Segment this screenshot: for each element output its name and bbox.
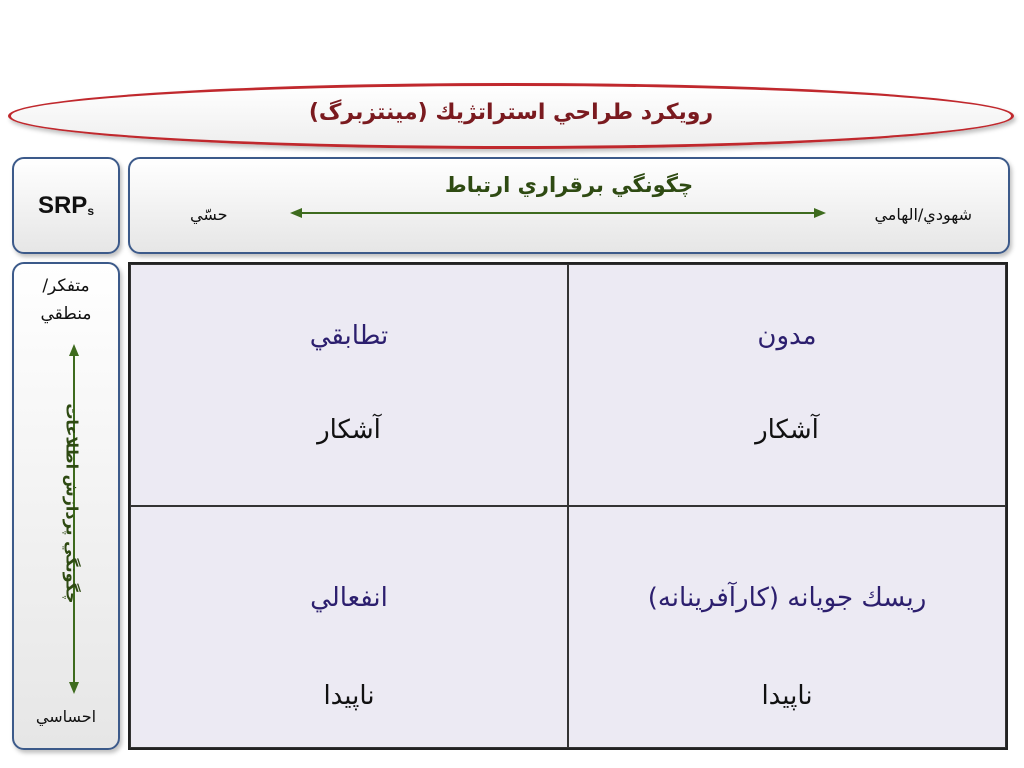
cell-subtitle: آشكار [317,415,381,445]
processing-top-line1: متفكر/ [42,276,90,296]
communication-box [128,157,1010,254]
communication-left-label: حسّي [190,205,228,224]
grid-cell-bottom-left [130,506,568,748]
communication-title: چگونگي برقراري ارتباط [444,173,694,197]
srp-sub: s [87,204,95,218]
cell-title: انفعالي [310,583,388,613]
srp-label [14,192,118,220]
srp-main: SRP [37,192,88,219]
grid-cell-bottom-right [568,506,1006,748]
cell-subtitle: آشكار [755,415,819,445]
processing-title: چگونگي پردازش اطلاعات [62,403,82,604]
communication-right-label: شهودي/الهامي [874,205,972,224]
processing-top-line2: منطقي [40,304,92,324]
slide-title: رويكرد طراحي استراتژيك (مينتزبرگ) [308,100,714,125]
cell-subtitle: ناپيدا [761,681,813,711]
cell-title: ريسك جويانه (كارآفرينانه) [647,583,927,613]
cell-subtitle: ناپيدا [323,681,375,711]
title-ellipse [8,83,1014,149]
horizontal-double-arrow-icon [290,203,826,223]
srp-box [12,157,120,254]
processing-bottom-label: احساسي [35,707,97,726]
grid-cell-top-left [130,264,568,506]
cell-title: تطابقي [309,321,389,351]
strategy-grid [128,262,1008,750]
cell-title: مدون [757,321,817,351]
grid-cell-top-right [568,264,1006,506]
processing-box [12,262,120,750]
processing-top-label [14,272,118,328]
